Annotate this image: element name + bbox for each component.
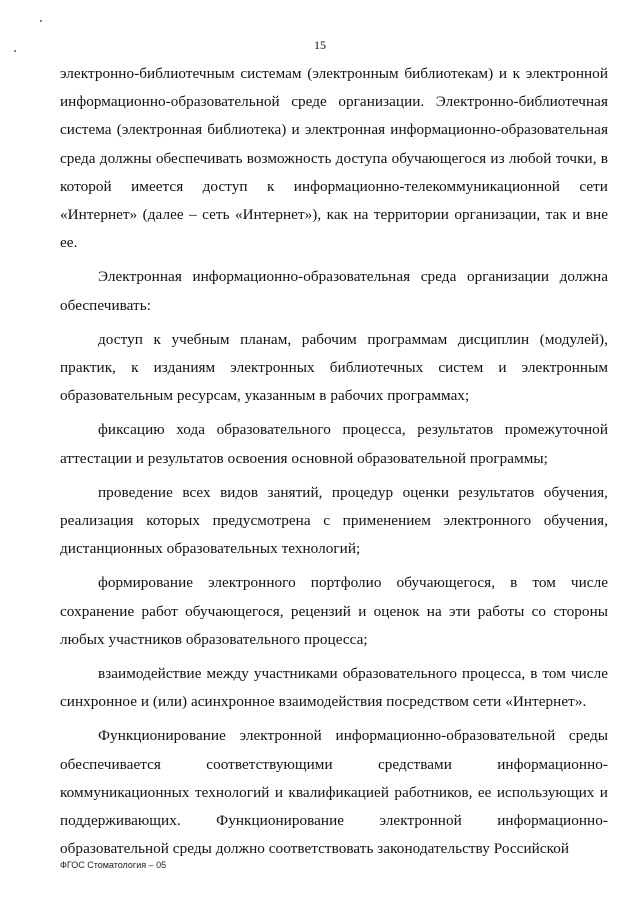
list-item-interaction: взаимодействие между участниками образовательного процесса, в том числе синхронное и (или) асинхронное взаимодействия посредством сети «Интернет».	[60, 665, 608, 711]
body-text	[60, 60, 608, 863]
paragraph-environment-intro: Электронная информационно-образовательная среда организации должна обеспечивать:	[60, 268, 608, 314]
document-footer: ФГОС Стоматология – 05	[60, 860, 167, 870]
list-item-portfolio: формирование электронного портфолио обучающегося, в том числе сохранение работ обучающегося, рецензий и оценок на эти работы со стороны любых участников образовательного процесса;	[60, 574, 608, 648]
paragraph-continuation: электронно-библиотечным системам (электронным библиотекам) и к электронной информационно-образовательной среде организации. Электронно-библиотечная система (электронная библиотека) и электронная информационно-образовательная среда должны обеспечивать возможность доступа обучающегося из любой точки, в которой имеется доступ к информационно-телекоммуникационной сети «Интернет» (далее – сеть «Интернет»), как на территории организации, так и вне ее.	[60, 65, 608, 252]
list-item-recording: фиксацию хода образовательного процесса, результатов промежуточной аттестации и результатов освоения основной образовательной программы;	[60, 421, 608, 467]
page-number: 15	[314, 38, 326, 52]
scan-speck	[40, 20, 42, 22]
list-item-classes: проведение всех видов занятий, процедур оценки результатов обучения, реализация которых предусмотрена с применением электронного обучения, дистанционных образовательных технологий;	[60, 483, 608, 558]
paragraph-functioning: Функционирование электронной информационно-образовательной среды обеспечивается соответствующими средствами информационно-коммуникационных технологий и квалификацией работников, ее использующих и поддерживающих. Функционирование электронной информационно-образовательной среды должно соответствовать законодательству Российской	[60, 727, 608, 858]
list-item-access: доступ к учебным планам, рабочим программам дисциплин (модулей), практик, к изданиям электронных библиотечных систем и электронным образовательным ресурсам, указанным в рабочих программах;	[60, 330, 608, 405]
